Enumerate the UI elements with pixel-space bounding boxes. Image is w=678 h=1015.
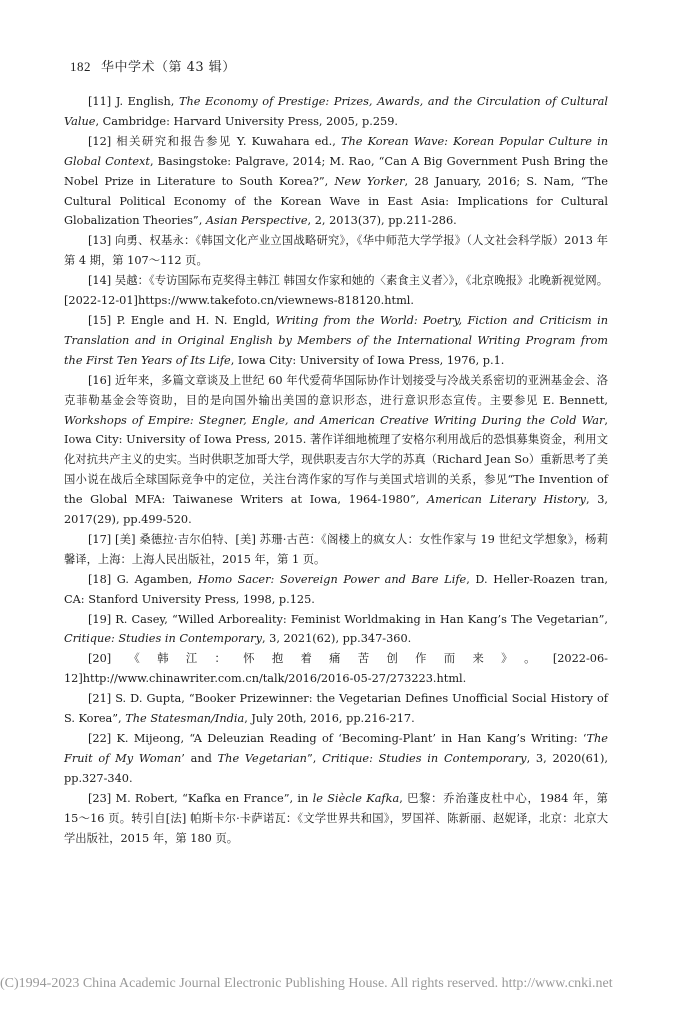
reference-title-italic: Writing from the World: Poetry, Fiction and Criticism in Translation and in Original English by Members of the International Writing Program from the First Ten Years of Its Life [64,313,608,367]
reference-text: [13] 向勇、权基永：《韩国文化产业立国战略研究》，《华中师范大学学报》（人文社会科学版）2013 年第 4 期，第 107～112 页。 [64,234,608,268]
reference-list [64,92,608,848]
reference-title-italic: The Vegetarian [217,751,307,765]
reference-text: , 28 January, 2016; S. Nam, “The Cultural Political Economy of the Korean Wave in East Asia: Implications for Cultural Globalization Theories”, [64,174,608,228]
reference-item [64,649,608,689]
reference-text: , 巴黎：乔治蓬皮杜中心，1984 年，第 15～16 页。转引自[法] 帕斯卡尔·卡萨诺瓦：《文学世界共和国》，罗国祥、陈新丽、赵妮译，北京：北京大学出版社，2015 年，第 180 页。 [64,791,608,845]
reference-text: , 3, 2017(29), pp.499-520. [64,493,609,527]
reference-text: [20]《韩江：怀抱着痛苦创作而来》。[2022-06-12]http://www.chinawriter.com.cn/talk/2016/2016-05-27/273223.html. [64,652,608,686]
reference-title-italic: Homo Sacer: Sovereign Power and Bare Life [197,572,467,586]
reference-text: , Iowa City: University of Iowa Press, 1976, p.1. [230,353,505,367]
reference-text: ’ and [181,751,218,765]
reference-text: [22] K. Mijeong, “A Deleuzian Reading of ‘Becoming-Plant’ in Han Kang’s Writing: ‘ [88,732,587,745]
reference-item [64,570,608,610]
reference-text: [15] P. Engle and H. N. Engld, [88,313,276,327]
reference-title-italic: Critique: Studies in Contemporary [64,632,262,646]
reference-item [64,311,608,371]
reference-item [64,271,608,311]
reference-item [64,530,608,570]
reference-text: ”, [306,751,323,765]
reference-item [64,689,608,729]
reference-item [64,371,608,530]
reference-title-italic: The Korean Wave: Korean Popular Culture in Global Context [64,134,609,168]
reference-text: , 3, 2021(62), pp.347-360. [261,632,412,646]
reference-item [64,729,608,789]
reference-title-italic: American Literary History [427,493,586,507]
running-header [70,56,236,75]
reference-text: [11] J. English, [88,95,179,108]
reference-text: , Basingstoke: Palgrave, 2014; M. Rao, “Can A Big Government Push Bring the Nobel Prize in Literature to South Korea?”, [64,154,609,188]
reference-item [64,789,608,849]
reference-text: , July 20th, 2016, pp.216-217. [244,712,415,726]
reference-text: , D. Heller-Roazen tran, CA: Stanford University Press, 1998, p.125. [64,572,608,606]
reference-title-italic: Asian Perspective [205,214,308,228]
reference-item [64,231,608,271]
reference-text: , 2, 2013(37), pp.211-286. [307,214,457,228]
reference-title-italic: New Yorker [334,174,405,188]
reference-item [64,610,608,650]
copyright-footer: (C)1994-2023 China Academic Journal Electronic Publishing House. All rights reserved. http://www.cnki.net [0,976,613,991]
reference-text: [19] R. Casey, “Willed Arboreality: Feminist Worldmaking in Han Kang’s The Vegetarian”, [88,612,608,626]
reference-text: , 3, 2020(61), pp.327-340. [64,751,608,785]
reference-text: [12] 相关研究和报告参见 Y. Kuwahara ed., [88,134,341,148]
reference-text: [14] 吴越：《专访国际布克奖得主韩江 韩国女作家和她的〈素食主义者〉》，《北京晚报》北晚新视觉网。[2022-12-01]https://www.takefoto.cn/viewnews-818120.html. [64,274,608,308]
reference-item [64,132,608,232]
reference-title-italic: le Siècle Kafka [312,791,400,805]
page-number: 182 [70,59,91,74]
reference-item [64,92,608,132]
reference-text: [17] [美] 桑德拉·吉尔伯特、[美] 苏珊·古芭：《阁楼上的疯女人：女性作家与 19 世纪文学想象》，杨莉馨译，上海：上海人民出版社，2015 年，第 1 页。 [64,532,608,566]
reference-text: [21] S. D. Gupta, “Booker Prizewinner: the Vegetarian Defines Unofficial Social History of S. Korea”, [64,692,608,726]
reference-title-italic: Workshops of Empire: Stegner, Engle, and American Creative Writing During the Cold War [64,413,605,427]
reference-text: [16] 近年来，多篇文章谈及上世纪 60 年代爱荷华国际协作计划接受与冷战关系密切的亚洲基金会、洛克菲勒基金会等资助，目的是向国外输出美国的意识形态，进行意识形态宣传。主要参见 E. Bennett, [64,373,608,407]
reference-text: [18] G. Agamben, [88,572,198,586]
reference-title-italic: Critique: Studies in Contemporary [322,751,527,765]
journal-title: 华中学术（第 43 辑） [101,60,236,75]
reference-text: [23] M. Robert, “Kafka en France”, in [88,791,313,805]
reference-text: , Cambridge: Harvard University Press, 2005, p.259. [95,114,398,128]
reference-title-italic: The Fruit of My Woman [64,732,608,765]
reference-title-italic: The Economy of Prestige: Prizes, Awards, and the Circulation of Cultural Value [64,95,608,128]
reference-text: , Iowa City: University of Iowa Press, 2015. 著作详细地梳理了安格尔利用战后的恐惧募集资金，利用文化对抗共产主义的史实。当时供职芝加哥大学，现供职麦吉尔大学的苏真（Richard Jean So）重新思考了美国小说在战后全球国际竞争中的定位，关注台湾作家的写作与美国式培训的关系，参见“The Invention of the Global MFA: Taiwanese Writers at Iowa, 1964-1980”, [64,413,608,507]
reference-title-italic: The Statesman/India [125,712,245,726]
